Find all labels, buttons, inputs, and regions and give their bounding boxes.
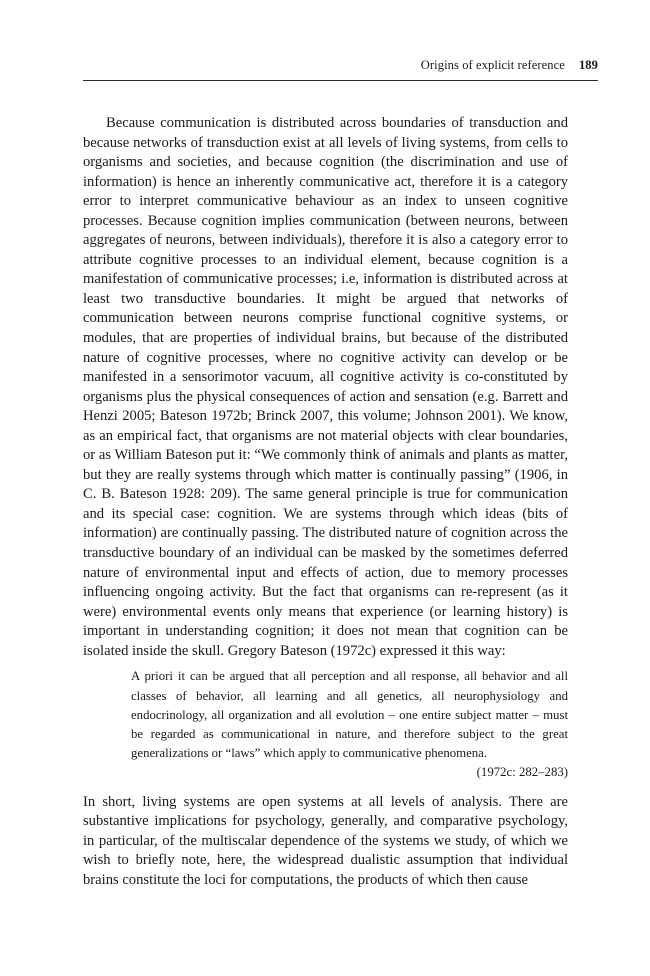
paragraph-2: In short, living systems are open systems at all levels of analysis. There are substantive implications for psychology, generally, and comparative psychology, in particular, of the multiscalar dependence of the systems we study, of which we wish to briefly note, here, the widespread dualistic assumption that individual brains constitute the loci for computations, the products of which then cause	[83, 793, 568, 888]
paragraph-1: Because communication is distributed across boundaries of transduction and because networks of transduction exist at all levels of living systems, from cells to organisms and societies, and because cognition (the discrimination and use of information) is hence an inherently communicative act, therefore it is a category error to interpret communicative behaviour as an index to unseen cognitive processes. Because cognition implies communication (between neurons, between aggregates of neurons, between individuals), therefore it is also a category error to attribute cognitive processes to an individual element, because cognition is a manifestation of communicative processes; i.e, information is distributed across at least two transductive boundaries. It might be argued that networks of communication between neurons comprise functional cognitive systems, or modules, that are properties of individual brains, but because of the distributed nature of cognitive processes, where no cognitive activity can develop or be manifested in a sensorimotor vacuum, all cognitive activity is co-constituted by organisms plus the physical consequences of action and sensation (e.g. Barrett and Henzi 2005; Bateson 1972b; Brinck 2007, this volume; Johnson 2001). We know, as an empirical fact, that organisms are not material objects with clear boundaries, or as William Bateson put it: “We commonly think of animals and plants as matter, but they are really systems through which matter is continually passing” (1906, in C. B. Bateson 1928: 209). The same general principle is true for communication and its special case: cognition. We are systems through which ideas (bits of information) are continually passing. The distributed nature of cognition across the transductive boundary of an individual can be masked by the sometimes deferred nature of environmental input and effects of action, due to memory processes influencing ongoing activity. But the fact that organisms can re-represent (as it were) environmental events only means that experience (or learning history) is important in understanding cognition; it does not mean that cognition can be isolated inside the skull. Gregory Bateson (1972c) expressed it this way:	[83, 115, 568, 659]
body-text	[83, 114, 568, 890]
running-head	[83, 58, 598, 81]
quote-text: A priori it can be argued that all perception and all response, all behavior and all classes of behavior, all learning and all genetics, all neurophysiology and endocrinology, all organization and all evolution – one entire subject matter – must be regarded as communicational in nature, and therefore subject to the great generalizations or “laws” which apply to communicative phenomena.	[131, 669, 568, 761]
block-quote	[131, 667, 568, 782]
running-head-title: Origins of explicit reference	[420, 58, 565, 72]
page-number: 189	[578, 58, 598, 72]
quote-citation: (1972c: 282–283)	[476, 765, 568, 780]
